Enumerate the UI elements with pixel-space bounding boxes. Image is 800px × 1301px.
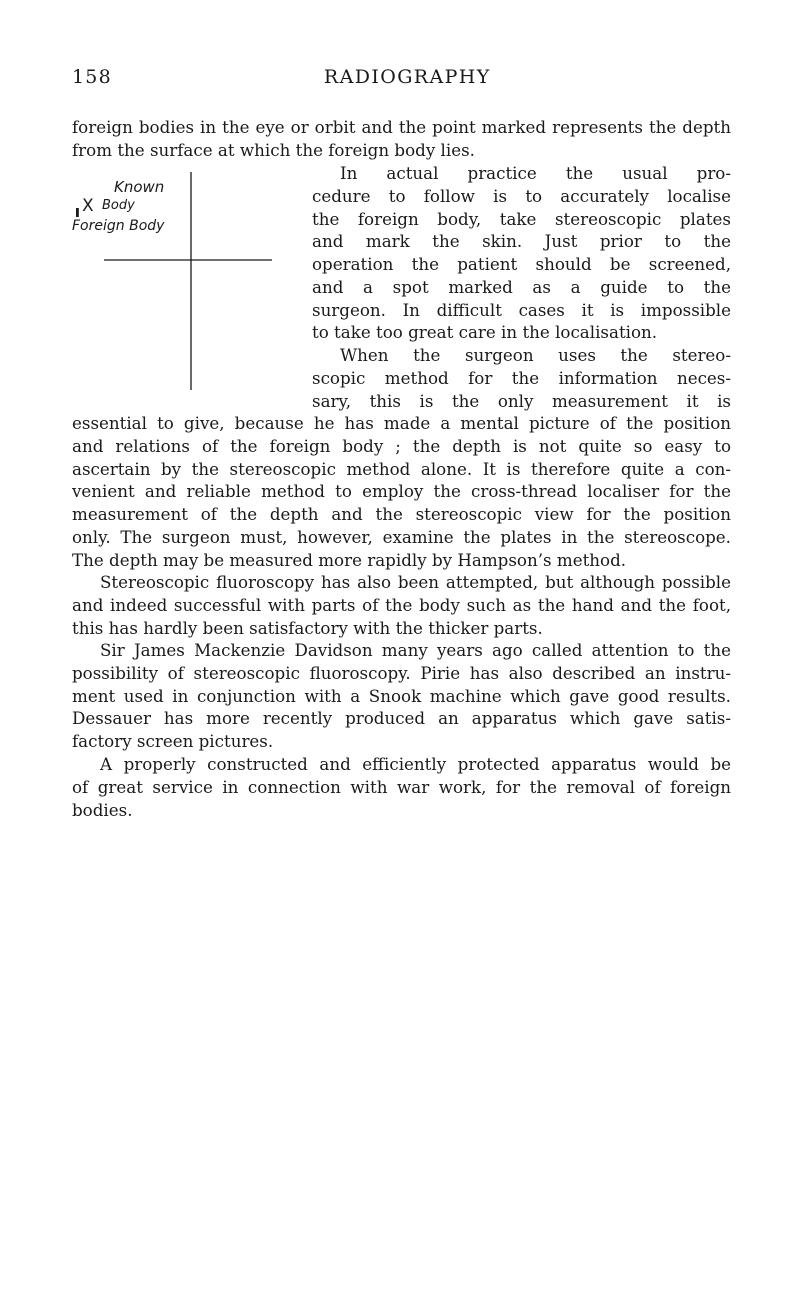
text-line: In actual practice the usual pro- [340,163,731,183]
known-label: Known [114,178,165,196]
text-line: sary, this is the only measurement it is [312,390,731,411]
running-header [72,66,731,88]
paragraph-4 [72,753,731,821]
text-line: of great service in connection with war work, for the removal of foreign [72,776,731,797]
text-line: surgeon. In difficult cases it is impossible [312,299,731,320]
text-line: operation the patient should be screened, [312,254,731,274]
text-line: A properly constructed and efficiently protected apparatus would be [100,754,731,774]
paragraph-3 [72,639,731,753]
text-line: Stereoscopic fluoroscopy has also been attempted, but although possible [100,572,731,592]
text-line: scopic method for the information neces- [312,367,731,388]
foreign-body-label: Foreign Body [72,218,165,234]
x-mark: X [82,196,94,216]
text-line: Sir James Mackenzie Davidson many years ago called attention to the [100,640,731,660]
text-line: The depth may be measured more rapidly by Hampson’s method. [72,549,627,570]
text-line: possibility of stereoscopic fluoroscopy. Pirie has also described an instru- [72,662,731,683]
text-line: ascertain by the stereoscopic method alone. It is therefore quite a con- [72,458,731,479]
text-line: bodies. [72,799,133,820]
text-line: to take too great care in the localisation. [312,322,658,343]
text-line: and mark the skin. Just prior to the [312,231,731,252]
page-number: 158 [72,66,112,88]
text-line: Dessauer has more recently produced an apparatus which gave satis- [72,708,731,729]
text-line: cedure to follow is to accurately localise [312,185,731,206]
foreign-body-marker [76,208,79,217]
intro-text [72,116,731,162]
text-line: the foreign body, take stereoscopic plates [312,208,731,229]
text-line: and relations of the foreign body ; the depth is not quite so easy to [72,435,731,456]
text-line: ment used in conjunction with a Snook machine which gave good results. [72,685,731,706]
text-line: foreign bodies in the eye or orbit and the point marked represents the depth [72,117,731,137]
text-line: and a spot marked as a guide to the [312,276,731,297]
text-line: measurement of the depth and the stereoscopic view for the position [72,504,731,524]
text-line: factory screen pictures. [72,731,274,751]
body-label: Body [102,198,135,213]
paragraph-1 [72,412,731,571]
text-line: When the surgeon uses the stereo- [340,345,731,365]
wrapped-text [312,162,731,412]
text-line: from the surface at which the foreign body lies. [72,139,475,160]
depth-diagram [72,170,312,424]
running-title: RADIOGRAPHY [323,66,491,88]
text-line: venient and reliable method to employ the cross-thread localiser for the [72,481,731,502]
text-line: and indeed successful with parts of the body such as the hand and the foot, [72,594,731,615]
text-line: only. The surgeon must, however, examine the plates in the stereoscope. [72,526,731,547]
text-line: this has hardly been satisfactory with the thicker parts. [72,617,543,638]
text-line: essential to give, because he has made a mental picture of the position [72,413,731,433]
paragraph-2 [72,571,731,639]
